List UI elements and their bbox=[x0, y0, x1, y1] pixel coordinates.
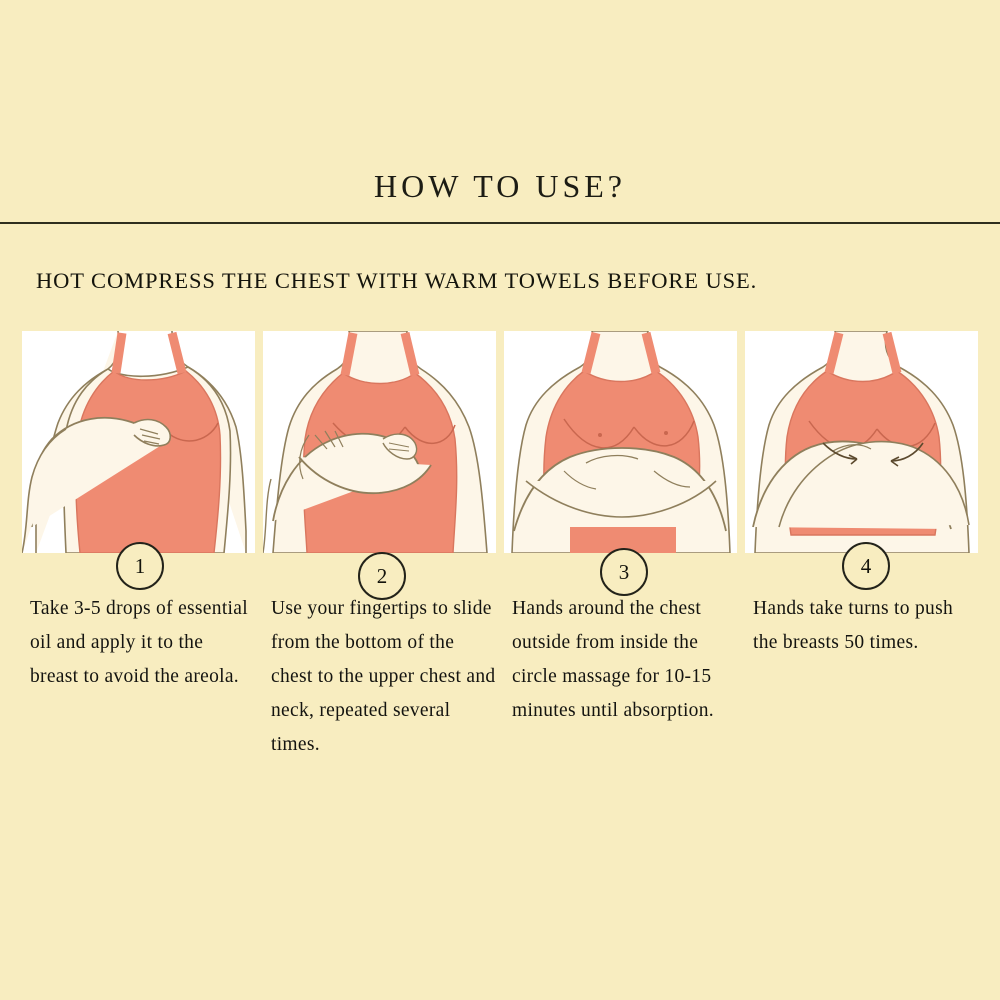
woman-fingertips-slide-up-icon bbox=[263, 331, 496, 553]
woman-hands-around-chest-icon bbox=[504, 331, 737, 553]
woman-hands-push-breasts-icon bbox=[745, 331, 978, 553]
step-caption-4: Hands take turns to push the breasts 50 times. bbox=[753, 598, 954, 653]
title-divider bbox=[0, 222, 1000, 224]
step-number-4: 4 bbox=[842, 542, 890, 590]
step-caption-1: Take 3-5 drops of essential oil and apply it to the breast to avoid the areola. bbox=[30, 598, 248, 687]
illustration-panel-3 bbox=[504, 331, 737, 553]
illustration-panels bbox=[22, 331, 978, 553]
step-caption-3: Hands around the chest outside from inside the circle massage for 10-15 minutes until absorption. bbox=[512, 598, 714, 721]
title-block bbox=[0, 168, 1000, 205]
illustration-panel-2 bbox=[263, 331, 496, 553]
page-title: HOW TO USE? bbox=[374, 168, 626, 204]
illustration-panel-1 bbox=[22, 331, 255, 553]
step-number-badges bbox=[22, 540, 978, 600]
step-number-2: 2 bbox=[358, 552, 406, 600]
subtitle: HOT COMPRESS THE CHEST WITH WARM TOWELS BEFORE USE. bbox=[36, 268, 758, 293]
step-number-1: 1 bbox=[116, 542, 164, 590]
step-captions bbox=[22, 592, 978, 762]
step-number-3: 3 bbox=[600, 548, 648, 596]
illustration-panel-4 bbox=[745, 331, 978, 553]
woman-hand-on-chest-side-icon bbox=[22, 331, 255, 553]
step-caption-2: Use your fingertips to slide from the bottom of the chest to the upper chest and neck, repeated several times. bbox=[271, 598, 496, 755]
